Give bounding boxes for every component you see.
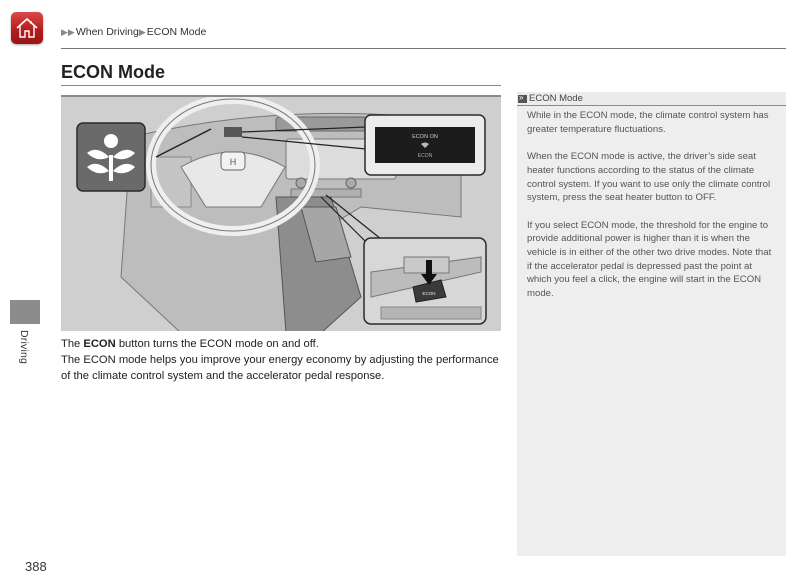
chapter-tab-label[interactable]: Driving [18, 330, 30, 365]
econ-indicator-callout [77, 123, 145, 191]
note-paragraph: While in the ECON mode, the climate control system has greater temperature fluctuations. [527, 110, 769, 135]
body-paragraph-1 [61, 336, 501, 352]
breadcrumb [61, 26, 206, 38]
header-divider [61, 48, 786, 49]
econ-bold-label: ECON [83, 338, 116, 350]
screen-text-econ-on: ECON ON [412, 134, 438, 140]
body-text-before: The [61, 338, 84, 350]
page-number: 388 [25, 559, 47, 574]
screen-text-econ: ECON [417, 153, 433, 159]
note-body [517, 106, 786, 301]
svg-text:H: H [229, 157, 237, 167]
body-text-after: button turns the ECON mode on and off. [115, 338, 319, 350]
home-icon [15, 17, 39, 39]
body-text [61, 336, 501, 384]
home-button[interactable] [11, 12, 43, 44]
page-title: ECON Mode [61, 62, 166, 82]
note-paragraph: If you select ECON mode, the threshold for the engine to provide additional power is higher than it is when the vehicle is in either of the other two drive modes. Note that if the accelerator pedal is depressed past the point at which you feel a click, the engine will start in the ECON mode. [527, 219, 772, 300]
reference-icon [518, 95, 527, 103]
note-panel [517, 92, 786, 556]
title-divider [61, 85, 501, 86]
breadcrumb-item-econ-mode: ECON Mode [146, 26, 207, 38]
dashboard-illustration [61, 95, 501, 331]
chapter-tab[interactable] [10, 300, 40, 324]
breadcrumb-arrows: ▶▶ [61, 26, 75, 37]
note-paragraph: When the ECON mode is active, the driver’s side seat heater functions according to the status of the climate control system. If you want to use only the climate control system, press the seat heater button to OFF. [527, 151, 771, 204]
note-title: ECON Mode [529, 93, 583, 104]
econ-button-callout [364, 238, 486, 324]
breadcrumb-item-when-driving[interactable]: When Driving [75, 26, 139, 38]
note-header [517, 92, 786, 106]
econ-button-label: ECON [422, 291, 436, 296]
breadcrumb-separator: ▶ [138, 26, 146, 37]
econ-screen-callout [365, 115, 485, 175]
body-paragraph-2: The ECON mode helps you improve your energy economy by adjusting the performance of the climate control system and the accelerator pedal response. [61, 354, 499, 382]
